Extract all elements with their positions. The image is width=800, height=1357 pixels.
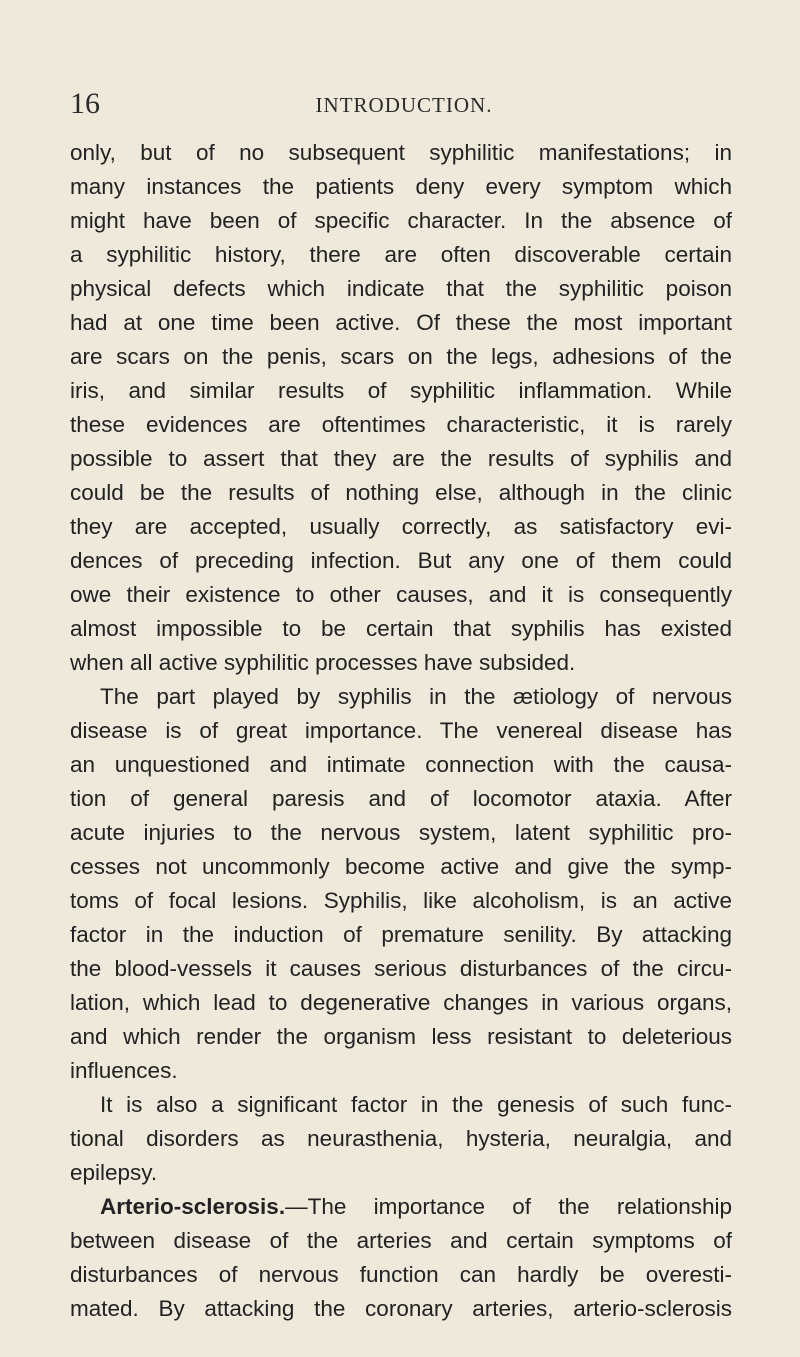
- text-line: they are accepted, usually correctly, as satisfactory evi-: [70, 514, 732, 539]
- text-line: mated. By attacking the coronary arteries, arterio-sclerosis: [70, 1296, 732, 1321]
- text-line: tional disorders as neurasthenia, hysteria, neuralgia, and: [70, 1126, 732, 1151]
- text-line: epilepsy.: [70, 1160, 158, 1185]
- text-line: these evidences are oftentimes characteristic, it is rarely: [70, 412, 732, 437]
- text-line: disease is of great importance. The venereal disease has: [70, 718, 732, 743]
- text-line: cesses not uncommonly become active and give the symp-: [70, 854, 732, 879]
- running-head: [70, 87, 732, 121]
- text-line: dences of preceding infection. But any one of them could: [70, 548, 732, 573]
- text-line: possible to assert that they are the results of syphilis and: [70, 446, 732, 471]
- text-line: could be the results of nothing else, although in the clinic: [70, 480, 732, 505]
- page-number: 16: [70, 87, 100, 120]
- text-line: owe their existence to other causes, and it is consequently: [70, 582, 732, 607]
- text-line: are scars on the penis, scars on the legs, adhesions of the: [70, 344, 732, 369]
- text-line: might have been of specific character. In the absence of: [70, 208, 732, 233]
- text-line: iris, and similar results of syphilitic inflammation. While: [70, 378, 732, 403]
- text-line: disturbances of nervous function can hardly be overesti-: [70, 1262, 732, 1287]
- text-line: a syphilitic history, there are often discoverable certain: [70, 242, 732, 267]
- running-head-title: INTRODUCTION.: [315, 93, 493, 117]
- text-line: physical defects which indicate that the syphilitic poison: [70, 276, 732, 301]
- text-line: [70, 1190, 732, 1224]
- heading-line-rest: —The importance of the relationship: [285, 1194, 732, 1219]
- text-line: many instances the patients deny every symptom which: [70, 174, 732, 199]
- text-line: an unquestioned and intimate connection with the causa-: [70, 752, 732, 777]
- text-line: between disease of the arteries and certain symptoms of: [70, 1228, 732, 1253]
- text-line: The part played by syphilis in the ætiology of nervous: [100, 684, 732, 709]
- text-line: factor in the induction of premature senility. By attacking: [70, 922, 732, 947]
- text-line: lation, which lead to degenerative changes in various organs,: [70, 990, 732, 1015]
- text-line: only, but of no subsequent syphilitic manifestations; in: [70, 140, 732, 165]
- text-line: had at one time been active. Of these the most important: [70, 310, 732, 335]
- text-line: and which render the organism less resistant to deleterious: [70, 1024, 732, 1049]
- text-line: influences.: [70, 1058, 178, 1083]
- section-heading: Arterio-sclerosis.: [100, 1194, 286, 1219]
- text-line: when all active syphilitic processes have subsided.: [70, 650, 576, 675]
- body-text: [70, 136, 732, 1326]
- text-line: acute injuries to the nervous system, latent syphilitic pro-: [70, 820, 732, 845]
- text-line: toms of focal lesions. Syphilis, like alcoholism, is an active: [70, 888, 732, 913]
- text-line: the blood-vessels it causes serious disturbances of the circu-: [70, 956, 732, 981]
- text-line: almost impossible to be certain that syphilis has existed: [70, 616, 732, 641]
- text-line: tion of general paresis and of locomotor ataxia. After: [70, 786, 732, 811]
- text-line: It is also a significant factor in the genesis of such func-: [100, 1092, 732, 1117]
